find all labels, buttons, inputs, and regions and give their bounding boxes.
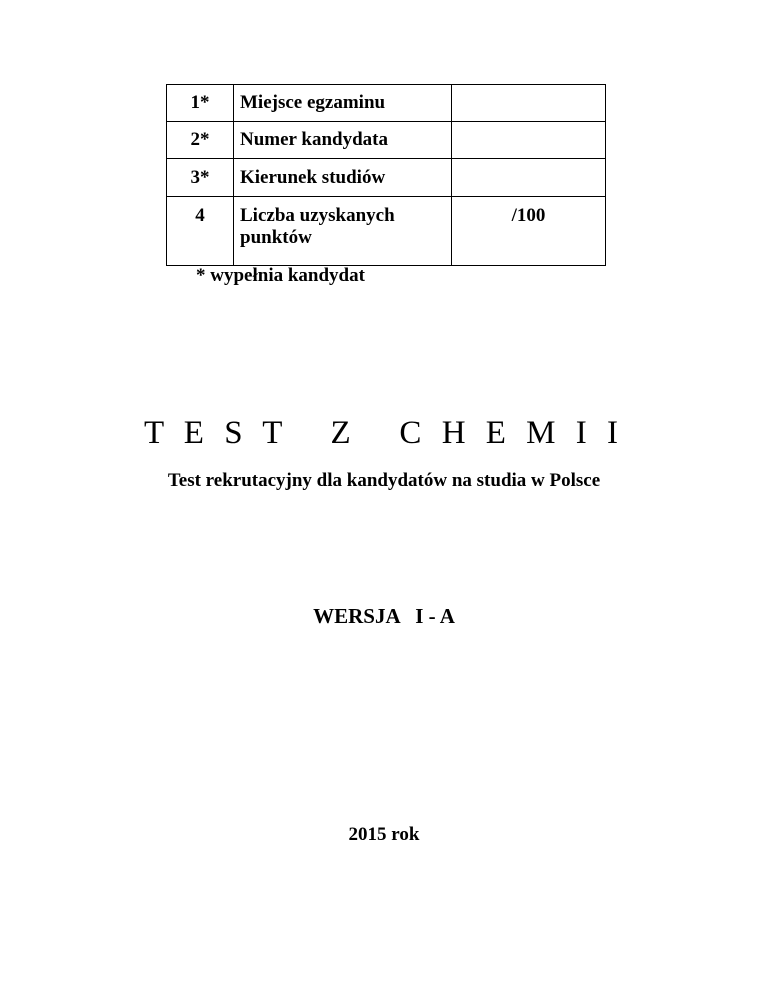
field-label-points: Liczba uzyskanych punktów <box>234 197 452 266</box>
field-label-field-of-study: Kierunek studiów <box>234 159 452 197</box>
points-score-value: /100 <box>452 197 606 266</box>
page-subtitle: Test rekrutacyjny dla kandydatów na studia w Polsce <box>167 470 601 491</box>
row-number: 2* <box>167 122 234 159</box>
field-label-exam-location: Miejsce egzaminu <box>234 85 452 122</box>
candidate-info-table <box>166 84 606 266</box>
table-row <box>167 122 606 159</box>
test-version: WERSJA I - A <box>313 604 455 628</box>
row-number: 1* <box>167 85 234 122</box>
field-label-candidate-number: Numer kandydata <box>234 122 452 159</box>
candidate-number-field[interactable] <box>452 122 606 159</box>
page-title: T E S T Z C H E M I I <box>143 415 625 451</box>
table-row <box>167 159 606 197</box>
field-of-study-field[interactable] <box>452 159 606 197</box>
year-label: 2015 rok <box>348 824 420 845</box>
row-number: 3* <box>167 159 234 197</box>
exam-location-field[interactable] <box>452 85 606 122</box>
table-row <box>167 197 606 266</box>
footnote: * wypełnia kandydat <box>196 265 365 286</box>
row-number: 4 <box>167 197 234 266</box>
table-row <box>167 85 606 122</box>
